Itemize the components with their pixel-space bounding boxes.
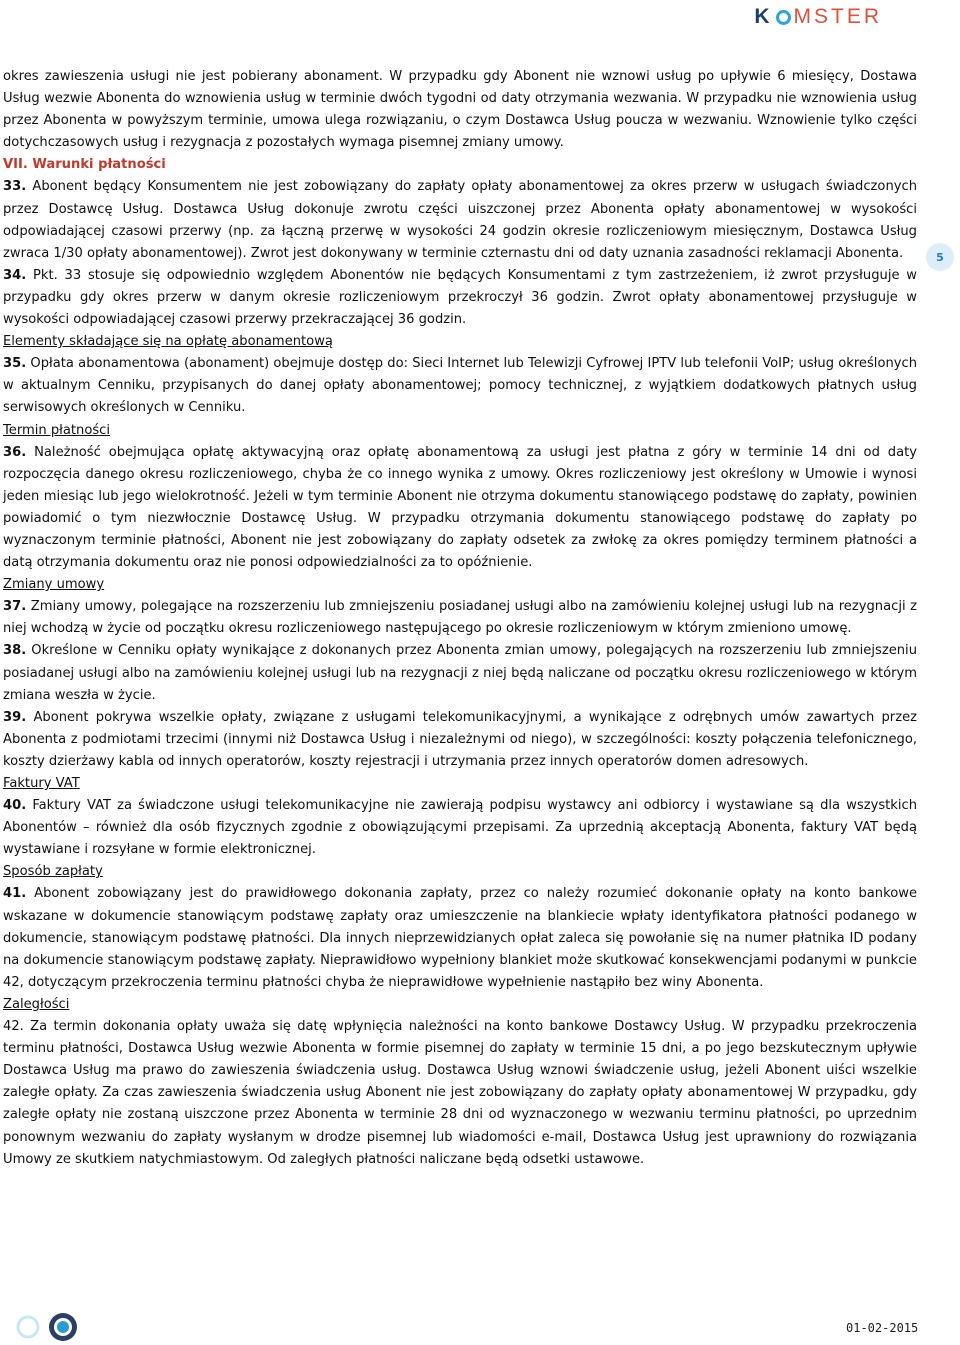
point-number: 39. bbox=[3, 709, 27, 725]
point-number: 34. bbox=[3, 267, 27, 283]
point-number: 41. bbox=[3, 886, 27, 902]
paragraph-33 bbox=[3, 176, 917, 264]
paragraph-intro: okres zawieszenia usługi nie jest pobierany abonament. W przypadku gdy Abonent nie wznowi usług po upływie 6 miesięcy, Dostawa Usług wezwie Abonenta do wznowienia usług w terminie dwóch tygodni od daty otrzymania wezwania. W przypadku nie wznowienia usług przez Abonenta w powyższym terminie, umowa ulega rozwiązaniu, o czym Dostawca Usług poucza w wezwaniu. Wznowienie tylko części dotychczasowych usług i rezygnacja z pozostałych wymaga pisemnej zmiany umowy. bbox=[3, 69, 917, 151]
subheading-zaleglosci: Zaległości bbox=[3, 996, 70, 1012]
paragraph-text: Pkt. 33 stosuje się odpowiednio względem Abonentów nie będących Konsumentami z tym zastrzeżeniem, iż zwrot przysługuje w przypadku gdy okres przerw w danym okresie rozliczeniowym przekroczył 36 godzin. Zwrot opłaty abonamentowej przysługuje w wysokości odpowiadającej czasowi przerwy przekraczającej 36 godzin. bbox=[3, 267, 917, 328]
paragraph-41 bbox=[3, 883, 917, 993]
logo-o-ring-icon bbox=[776, 10, 791, 25]
logo-letter-k: K bbox=[754, 5, 773, 28]
komster-logo bbox=[754, 4, 882, 30]
paragraph-text: Abonent zobowiązany jest do prawidłowego dokonania zapłaty, przez co należy rozumieć dokonanie opłaty na konto bankowe wskazane w dokumencie stanowiącym podstawę zapłaty oraz umieszczenie na blankiecie wpłaty identyfikatora płatności podanego w dokumencie, stanowiącym podstawę płatności. Dla innych nieprzewidzianych opłat zaleca się powołanie się na numer płatnika ID podany na dokumencie stanowiącym podstawę zapłaty. Nieprawidłowo wypełniony blankiet może skutkować konsekwencjami podanymi w punkcie 42, dotyczącym przekroczenia terminu płatności chyba że nieprawidłowe wypełnienie nastąpiło bez winy Abonenta. bbox=[3, 886, 917, 990]
subheading-termin: Termin płatności bbox=[3, 422, 110, 438]
paragraph-text: Abonent będący Konsumentem nie jest zobowiązany do zapłaty opłaty abonamentowej za okres przerw w usługach świadczonych przez Dostawcę Usług. Dostawca Usług dokonuje zwrotu części uiszczonej przez Abonenta opłaty abonamentowej w wysokości odpowiadającej czasowi przerwy (np. za łączną przerwę w wysokości 24 godzin okresie rozliczeniowym miesięcznym, Dostawca Usług zwraca 1/30 opłaty abonamentowej). Zwrot jest dokonywany w terminie czternastu dni od daty uznania zasadności reklamacji Abonenta. bbox=[3, 179, 917, 261]
logo-text: MSTER bbox=[793, 5, 882, 28]
paragraph-text: Należność obejmująca opłatę aktywacyjną oraz opłatę abonamentową za usługi jest płatna z góry w terminie 14 dni od daty rozpoczęcia danego okresu rozliczeniowego, chyba że co innego wynika z umowy. Okres rozliczeniowy jest określony w Umowie i wynosi jeden miesiąc lub jego wielokrotność. Jeżeli w tym terminie Abonent nie otrzyma dokumentu stanowiącego podstawę do zapłaty, powinien powiadomić o tym niezwłocznie Dostawcę Usług. W przypadku otrzymania dokumentu stanowiącego podstawę do zapłaty po wyznaczonym terminie płatności, Abonent nie jest zobowiązany do zapłaty odsetek za zwłokę za okres pomiędzy terminem płatności a datą otrzymania dokumentu oraz nie ponosi odpowiedzialności za to opóźnienie. bbox=[3, 444, 917, 571]
point-number: 37. bbox=[3, 599, 27, 615]
paragraph-42: 42. Za termin dokonania opłaty uważa się datę wpłynięcia należności na konto bankowe Dostawcy Usług. W przypadku przekroczenia terminu płatności, Dostawca Usług wezwie Abonenta w formie pisemnej do zapłaty w terminie 15 dni, a po jego bezskutecznym upływie Dostawca Usług ma prawo do zawieszenia świadczenia usług. Dostawca Usług wznowi świadczenie usług, jeżeli Abonent uiści wszelkie zaległe opłaty. Za czas zawieszenia świadczenia usług Abonent nie jest zobowiązany do zapłaty opłaty abonamentowej W przypadku, gdy zaległe opłaty nie zostaną uiszczone przez Abonenta w terminie 28 dni od wyznaczonego w wezwaniu terminu płatności, po uprzednim ponownym wezwaniu do zapłaty wysłanym w drodze pisemnej lub wiadomości e-mail, Dostawca Usług jest uprawniony do rozwiązania Umowy ze skutkiem natychmiastowym. Od zaległych płatności naliczane będą odsetki ustawowe. bbox=[3, 1019, 917, 1167]
section-heading-vii: VII. Warunki płatności bbox=[3, 157, 166, 173]
point-number: 36. bbox=[3, 444, 27, 460]
point-number: 35. bbox=[3, 356, 27, 372]
point-number: 38. bbox=[3, 643, 27, 659]
paragraph-38 bbox=[3, 640, 917, 706]
subheading-zmiany: Zmiany umowy bbox=[3, 577, 105, 593]
document-body bbox=[3, 66, 917, 1171]
paragraph-34 bbox=[3, 265, 917, 331]
paragraph-37 bbox=[3, 596, 917, 640]
subheading-sposob: Sposób zapłaty bbox=[3, 864, 103, 880]
paragraph-40 bbox=[3, 795, 917, 861]
paragraph-36 bbox=[3, 442, 917, 575]
page-number-badge: 5 bbox=[926, 243, 954, 271]
subheading-elementy: Elementy składające się na opłatę abonamentową bbox=[3, 334, 333, 350]
paragraph-text: Zmiany umowy, polegające na rozszerzeniu lub zmniejszeniu posiadanej usługi albo na zamówieniu kolejnej usługi lub na rezygnacji z niej wchodzą w życie od początku okresu rozliczeniowego następującego po okresie rozliczeniowym w którym zmieniono umowę. bbox=[3, 599, 917, 637]
point-number: 33. bbox=[3, 179, 27, 195]
paragraph-text: Opłata abonamentowa (abonament) obejmuje dostęp do: Sieci Internet lub Telewizji Cyfrowej IPTV lub telefonii VoIP; usług określonych w aktualnym Cenniku, przypisanych do danej opłaty abonamentowej; pomocy technicznej, z wyjątkiem dodatkowych płatnych usług serwisowych określonych w Cenniku. bbox=[3, 356, 917, 416]
footer-logo-icon bbox=[8, 1310, 78, 1344]
paragraph-text: Określone w Cenniku opłaty wynikające z dokonanych przez Abonenta zmian umowy, polegających na rozszerzeniu lub zmniejszeniu posiadanej usługi albo na zamówieniu kolejnej usługi lub na rezygnacji z niej będą naliczane od początku okresu rozliczeniowego w którym zmiana weszła w życie. bbox=[3, 643, 917, 703]
footer-date: 01-02-2015 bbox=[846, 1321, 919, 1335]
paragraph-39 bbox=[3, 707, 917, 773]
paragraph-35 bbox=[3, 353, 917, 419]
paragraph-text: Abonent pokrywa wszelkie opłaty, związane z usługami telekomunikacyjnymi, a wynikające z odrębnych umów zawartych przez Abonenta z podmiotami trzecimi (innymi niż Dostawca Usług i niezależnymi od niego), w szczególności: koszty połączenia telefonicznego, koszty dzierżawy kabla od innych operatorów, koszty rejestracji i utrzymania przez innych operatorów domen adresowych. bbox=[3, 709, 917, 769]
subheading-faktury: Faktury VAT bbox=[3, 776, 80, 791]
paragraph-text: Faktury VAT za świadczone usługi telekomunikacyjne nie zawierają podpisu wystawcy ani odbiorcy i wystawiane są dla wszystkich Abonentów – również dla osób fizycznych zgodnie z obowiązującymi przepisami. Za uprzednią akceptacją Abonenta, faktury VAT będą wystawiane i rozsyłane w formie elektronicznej. bbox=[3, 798, 917, 858]
point-number: 40. bbox=[3, 798, 27, 814]
